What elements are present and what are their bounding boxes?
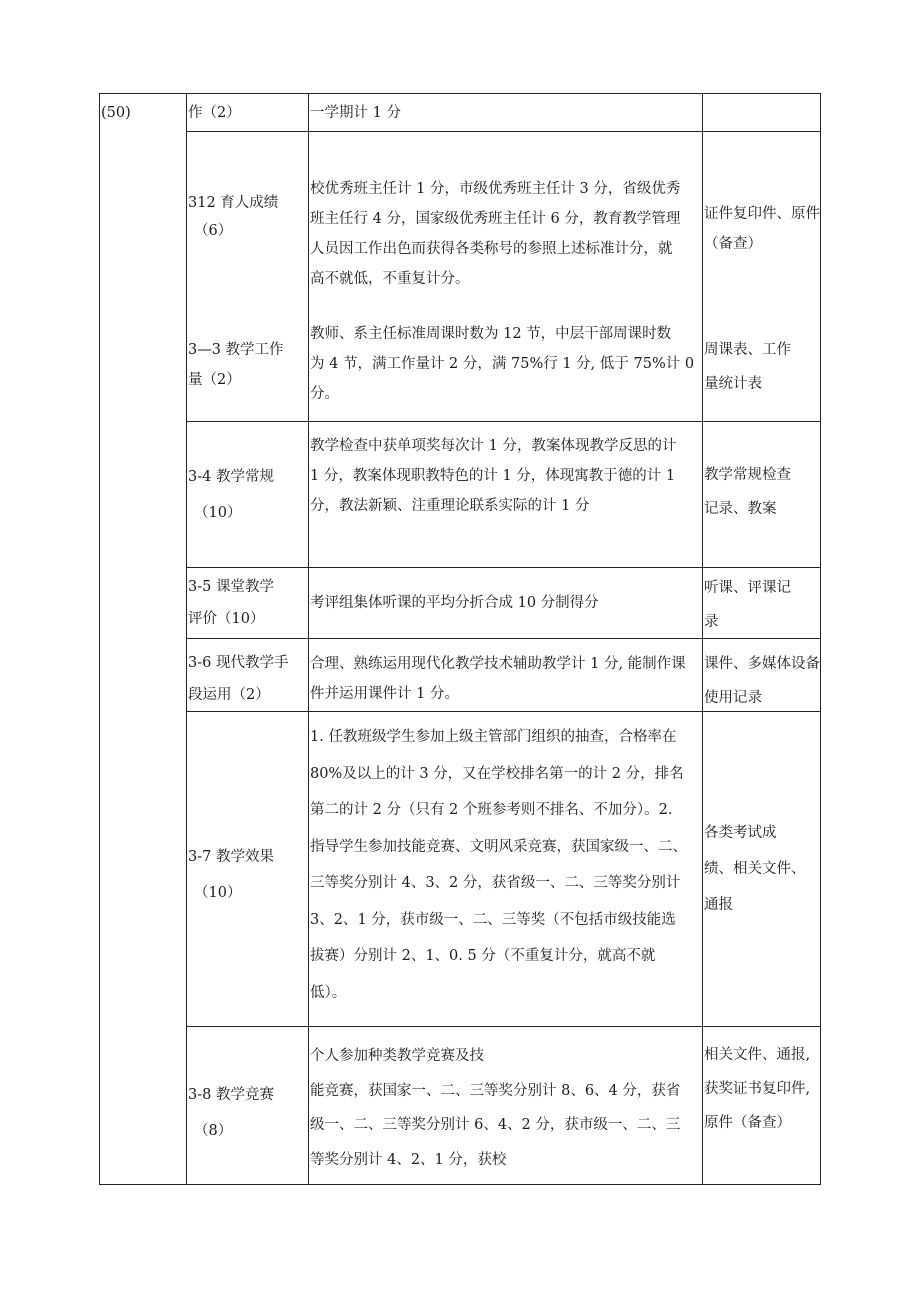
criteria-cell: 考评组集体听课的平均分折合成 10 分制得分 [310, 595, 599, 611]
row-divider [186, 567, 821, 568]
item-cell: 3-7 教学效果 （10） [188, 849, 274, 901]
row-divider [186, 421, 821, 422]
item-cell: 3-4 教学常规 （10） [188, 469, 274, 521]
border-bottom [99, 1184, 821, 1185]
criteria-cell: 1. 任教班级学生参加上级主管部门组织的抽查，合格率在 80%及以上的计 3 分，又在学校排名第一的计 2 分，排名 第二的计 2 分（只有 2 个班参考则不排名、不加分）。2. 指导学生参加技能竞赛、文明风采竞赛，获国家级一、二、 三等奖分别计 4、3、2 分，获省级一、二、三等奖分别计 3、2、1 分，获市级一、二、三等奖（不包括市级技能选 拔赛）分别计 2、1、0. 5 分（不重复计分，就高不就 低）。 [310, 729, 687, 1001]
item-cell: 312 育人成绩 （6） [188, 195, 279, 239]
item-cell: 3-8 教学竞赛 （8） [188, 1087, 274, 1139]
group-label: (50) [101, 105, 131, 121]
border-left [99, 93, 100, 1185]
col-divider-3 [702, 93, 703, 1185]
criteria-cell: 一学期计 1 分 [310, 105, 401, 121]
evidence-cell: 周课表、工作 量统计表 [704, 342, 791, 392]
border-top [99, 93, 821, 94]
evidence-cell: 课件、多媒体设备 使用记录 [704, 656, 820, 706]
col-divider-1 [186, 93, 187, 1185]
evidence-cell: 听课、评课记 录 [704, 580, 791, 630]
item-cell: 作（2） [188, 105, 241, 121]
item-cell: 3-5 课堂教学 评价（10） [188, 579, 274, 627]
evidence-cell: 证件复印件、原件 （备查） [704, 206, 820, 252]
criteria-cell: 校优秀班主任计 1 分，市级优秀班主任计 3 分，省级优秀 班主任行 4 分，国家级优秀班主任计 6 分，教育教学管理 人员因工作出色而获得各类称号的参照上述标准计分，就 高不就低，不重复计分。 [310, 181, 681, 287]
row-divider [186, 1026, 821, 1027]
row-divider [186, 131, 821, 132]
item-cell: 3—3 教学工作 量（2） [188, 342, 284, 388]
item-cell: 3-6 现代教学手 段运用（2） [188, 655, 289, 703]
evidence-cell: 各类考试成 绩、相关文件、 通报 [704, 825, 806, 913]
criteria-cell: 教学检查中获单项奖每次计 1 分，教案体现教学反思的计 1 分，教案体现职教特色的计 1 分，体现寓教于德的计 1 分，教法新颖、注重理论联系实际的计 1 分 [310, 438, 677, 514]
evidence-cell: 教学常规检查 记录、教案 [704, 467, 791, 517]
criteria-cell: 合理、熟练运用现代化教学技术辅助教学计 1 分, 能制作课 件并运用课件计 1 分。 [310, 656, 686, 702]
criteria-cell: 个人参加种类教学竞赛及技 能竞赛，获国家一、二、三等奖分别计 8、6、4 分，获省 级一、二、三等奖分别计 6、4、2 分，获市级一、二、三 等奖分别计 4、2、1 分，获校 [310, 1048, 681, 1168]
scoring-table [99, 93, 821, 1185]
col-divider-2 [308, 93, 309, 1185]
evidence-cell: 相关文件、通报, 获奖证书复印件, 原件（备查） [704, 1047, 811, 1131]
criteria-cell: 教师、系主任标准周课时数为 12 节，中层干部周课时数 为 4 节，满工作量计 2 分，满 75%行 1 分, 低于 75%计 0 分。 [310, 326, 695, 402]
